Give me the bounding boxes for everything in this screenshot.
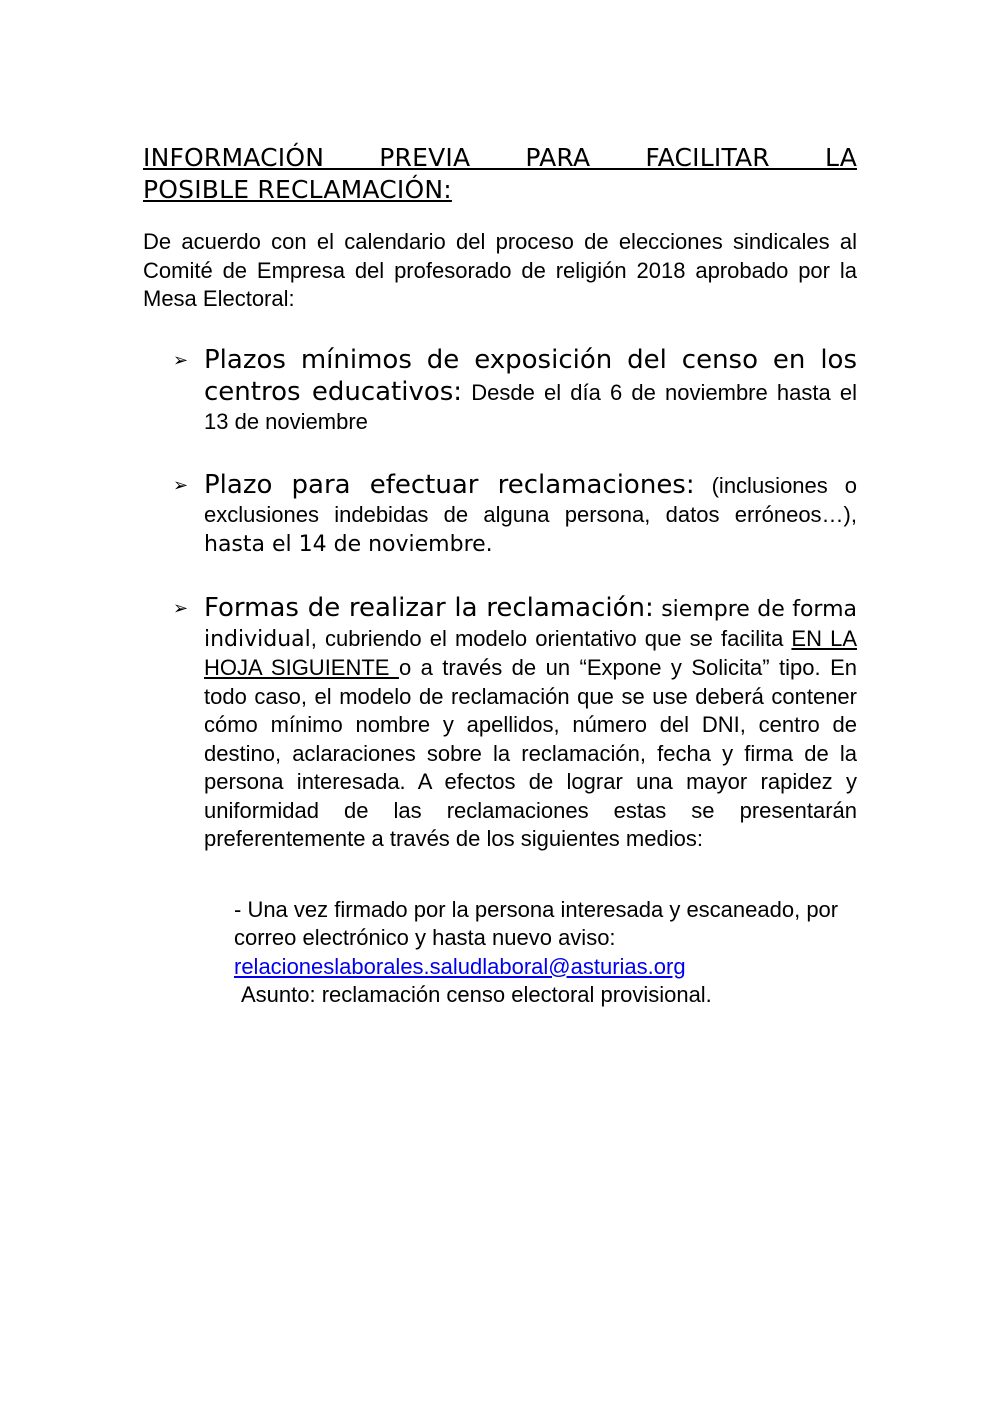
document-page [143, 142, 857, 1010]
list-item [143, 344, 857, 437]
bullet-text: (inclusiones o exclusiones indebidas de alguna persona, datos erróneos…), [204, 473, 857, 527]
arrowhead-bullet-icon: ➢ [173, 349, 189, 370]
bullet-heading: Formas de realizar la reclamación: [204, 593, 654, 623]
title-line-2: POSIBLE RECLAMACIÓN: [143, 175, 452, 204]
list-item [143, 469, 857, 559]
bullet-text: Desde el día 6 de noviembre hasta el 13 de noviembre [204, 379, 858, 434]
bullet-text-continued: o a través de un “Expone y Solicita” tipo. En todo caso, el modelo de reclamación que se use deberá contener cómo mínimo nombre y apellidos, número del DNI, centro de destino, aclaraciones sobre la reclamación, fecha y firma de la persona interesada. A efectos de lograr una mayor rapidez y uniformidad de las reclamaciones estas se presentarán preferentemente a través de los siguientes medios: [204, 655, 857, 851]
submission-method [234, 896, 854, 1010]
next-page-reference: EN LA HOJA SIGUIENTE [204, 625, 857, 680]
bullet-text: , cubriendo el modelo orientativo que se facilita [310, 625, 792, 651]
list-item [143, 592, 857, 854]
bullet-deadline: hasta el 14 de noviembre. [204, 531, 493, 557]
bullet-heading: Plazos mínimos de exposición del censo en los centros educativos: [204, 344, 857, 407]
arrowhead-bullet-icon: ➢ [173, 475, 189, 495]
bullet-list [143, 344, 857, 854]
document-title [143, 142, 857, 206]
title-line-1: INFORMACIÓN PREVIA PARA FACILITAR LA [143, 143, 857, 172]
bullet-heading: Plazo para efectuar reclamaciones: [204, 470, 695, 500]
subject-line: Asunto: reclamación censo electoral provisional. [241, 982, 712, 1007]
intro-paragraph: De acuerdo con el calendario del proceso de elecciones sindicales al Comité de Empresa del profesorado de religión 2018 aprobado por la Mesa Electoral: [143, 229, 857, 311]
email-link[interactable]: relacioneslaborales.saludlaboral@asturias.org [234, 953, 686, 979]
arrowhead-bullet-icon: ➢ [173, 598, 189, 618]
submission-text: - Una vez firmado por la persona interesada y escaneado, por correo electrónico y hasta nuevo aviso: [234, 896, 839, 950]
bullet-emphasis: siempre de forma individual [204, 597, 857, 652]
